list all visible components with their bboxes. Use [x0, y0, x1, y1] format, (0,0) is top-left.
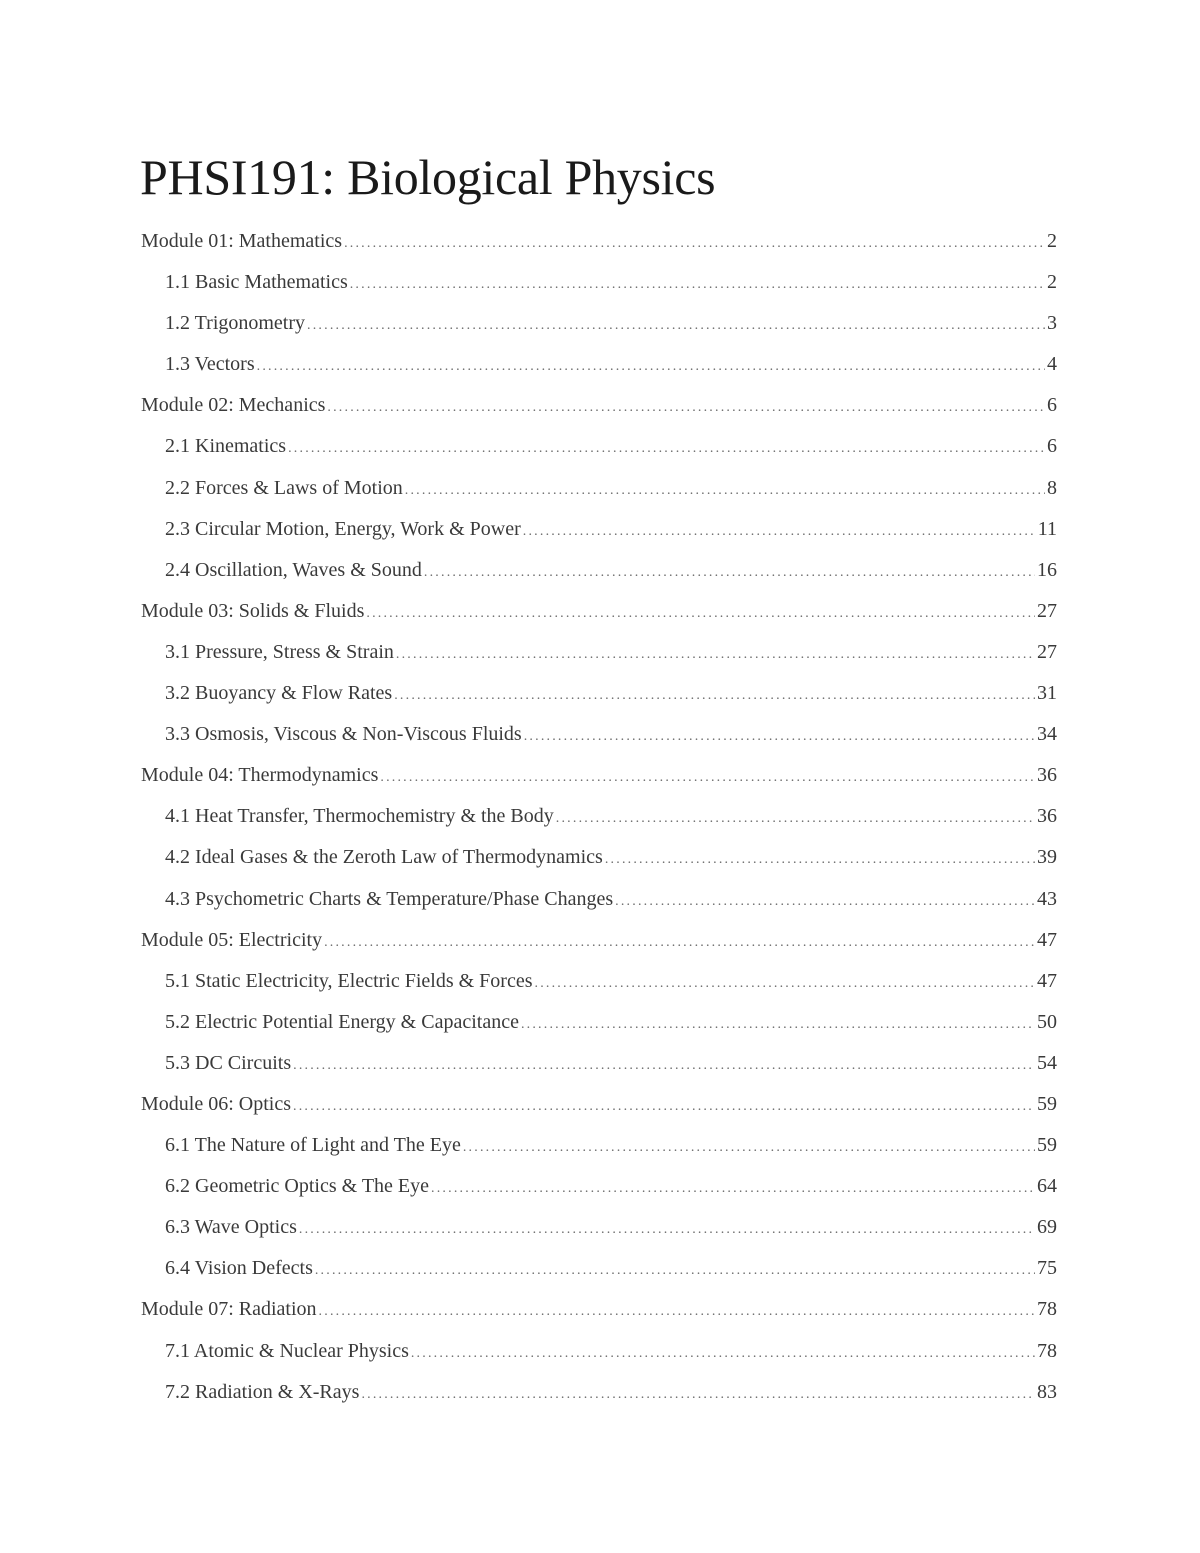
toc-entry-page: 8 — [1047, 476, 1057, 499]
dot-leader — [293, 1099, 1035, 1115]
toc-entry-page: 75 — [1037, 1257, 1057, 1280]
toc-entry-page: 64 — [1037, 1175, 1057, 1198]
dot-leader — [396, 647, 1035, 663]
toc-entry-label: 5.2 Electric Potential Energy & Capacitance — [165, 1010, 519, 1033]
toc-entry-2-2[interactable] — [141, 477, 1057, 518]
toc-entry-page: 83 — [1037, 1380, 1057, 1403]
toc-entry-4-1[interactable] — [141, 805, 1057, 846]
toc-entry-page: 36 — [1037, 764, 1057, 787]
toc-entry-2-4[interactable] — [141, 559, 1057, 600]
document-title: PHSI191: Biological Physics — [140, 149, 716, 205]
dot-leader — [463, 1140, 1035, 1156]
toc-entry-module-04[interactable] — [141, 764, 1057, 805]
toc-entry-label: 2.3 Circular Motion, Energy, Work & Power — [165, 517, 521, 540]
dot-leader — [293, 1058, 1035, 1074]
toc-entry-3-2[interactable] — [141, 682, 1057, 723]
toc-entry-3-3[interactable] — [141, 723, 1057, 764]
toc-entry-label: 2.4 Oscillation, Waves & Sound — [165, 558, 422, 581]
toc-entry-label: 3.2 Buoyancy & Flow Rates — [165, 682, 393, 705]
dot-leader — [307, 318, 1045, 334]
dot-leader — [327, 400, 1045, 416]
toc-entry-label: 3.3 Osmosis, Viscous & Non-Viscous Fluids — [165, 723, 522, 746]
toc-entry-4-2[interactable] — [141, 846, 1057, 887]
toc-entry-label: 1.1 Basic Mathematics — [165, 271, 348, 294]
dot-leader — [324, 935, 1035, 951]
toc-entry-label: 3.1 Pressure, Stress & Strain — [165, 640, 394, 663]
toc-entry-page: 43 — [1037, 887, 1057, 910]
toc-entry-label: 6.1 The Nature of Light and The Eye — [165, 1134, 461, 1157]
toc-entry-page: 47 — [1037, 969, 1057, 992]
toc-entry-label: Module 06: Optics — [141, 1092, 291, 1115]
dot-leader — [366, 606, 1035, 622]
toc-entry-page: 36 — [1037, 805, 1057, 828]
toc-entry-2-1[interactable] — [141, 435, 1057, 476]
dot-leader — [523, 524, 1036, 540]
toc-entry-module-03[interactable] — [141, 600, 1057, 641]
toc-entry-page: 6 — [1047, 394, 1057, 417]
toc-entry-label: 5.3 DC Circuits — [165, 1051, 292, 1074]
toc-entry-page: 16 — [1037, 558, 1057, 581]
toc-entry-page: 59 — [1037, 1134, 1057, 1157]
toc-entry-7-1[interactable] — [141, 1340, 1057, 1381]
toc-entry-3-1[interactable] — [141, 641, 1057, 682]
toc-entry-label: 4.3 Psychometric Charts & Temperature/Phase Changes — [165, 887, 614, 910]
dot-leader — [288, 441, 1045, 457]
toc-entry-label: 2.1 Kinematics — [165, 435, 287, 458]
dot-leader — [257, 359, 1045, 375]
toc-entry-label: 7.2 Radiation & X-Rays — [165, 1380, 360, 1403]
toc-entry-1-1[interactable] — [141, 271, 1057, 312]
dot-leader — [319, 1304, 1035, 1320]
toc-entry-1-3[interactable] — [141, 353, 1057, 394]
toc-entry-module-07[interactable] — [141, 1298, 1057, 1339]
toc-entry-6-3[interactable] — [141, 1216, 1057, 1257]
toc-entry-label: 6.2 Geometric Optics & The Eye — [165, 1175, 430, 1198]
dot-leader — [424, 565, 1035, 581]
toc-entry-page: 69 — [1037, 1216, 1057, 1239]
dot-leader — [431, 1181, 1035, 1197]
toc-entry-label: 2.2 Forces & Laws of Motion — [165, 476, 403, 499]
dot-leader — [394, 688, 1035, 704]
dot-leader — [299, 1222, 1035, 1238]
toc-entry-label: 6.4 Vision Defects — [165, 1257, 313, 1280]
toc-entry-label: Module 07: Radiation — [141, 1298, 317, 1321]
toc-entry-4-3[interactable] — [141, 888, 1057, 929]
toc-entry-label: Module 05: Electricity — [141, 928, 323, 951]
toc-entry-module-01[interactable] — [141, 230, 1057, 271]
toc-entry-module-05[interactable] — [141, 929, 1057, 970]
table-of-contents — [141, 230, 1057, 1422]
toc-entry-label: 5.1 Static Electricity, Electric Fields & Forces — [165, 969, 533, 992]
toc-entry-page: 27 — [1037, 599, 1057, 622]
toc-entry-6-2[interactable] — [141, 1175, 1057, 1216]
toc-entry-page: 59 — [1037, 1092, 1057, 1115]
dot-leader — [411, 1346, 1035, 1362]
dot-leader — [315, 1263, 1035, 1279]
toc-entry-5-2[interactable] — [141, 1011, 1057, 1052]
toc-entry-page: 34 — [1037, 723, 1057, 746]
toc-entry-label: Module 04: Thermodynamics — [141, 764, 379, 787]
toc-entry-page: 47 — [1037, 928, 1057, 951]
toc-entry-page: 78 — [1037, 1298, 1057, 1321]
toc-entry-module-06[interactable] — [141, 1093, 1057, 1134]
dot-leader — [524, 729, 1035, 745]
dot-leader — [615, 894, 1035, 910]
toc-entry-6-4[interactable] — [141, 1257, 1057, 1298]
dot-leader — [605, 852, 1035, 868]
toc-entry-label: 1.3 Vectors — [165, 353, 255, 376]
toc-entry-label: 4.2 Ideal Gases & the Zeroth Law of Thermodynamics — [165, 846, 603, 869]
toc-entry-page: 27 — [1037, 640, 1057, 663]
toc-entry-page: 31 — [1037, 682, 1057, 705]
dot-leader — [361, 1387, 1035, 1403]
dot-leader — [535, 976, 1036, 992]
toc-entry-7-2[interactable] — [141, 1381, 1057, 1422]
toc-entry-page: 4 — [1047, 353, 1057, 376]
toc-entry-label: Module 01: Mathematics — [141, 230, 343, 252]
toc-entry-page: 11 — [1037, 517, 1057, 540]
toc-entry-page: 54 — [1037, 1051, 1057, 1074]
dot-leader — [556, 811, 1035, 827]
toc-entry-page: 50 — [1037, 1010, 1057, 1033]
dot-leader — [344, 236, 1045, 252]
toc-entry-2-3[interactable] — [141, 518, 1057, 559]
toc-entry-page: 6 — [1047, 435, 1057, 458]
toc-entry-label: Module 02: Mechanics — [141, 394, 326, 417]
dot-leader — [521, 1017, 1035, 1033]
toc-entry-module-02[interactable] — [141, 394, 1057, 435]
toc-entry-label: 1.2 Trigonometry — [165, 312, 306, 335]
toc-entry-page: 39 — [1037, 846, 1057, 869]
toc-entry-page: 2 — [1047, 271, 1057, 294]
toc-entry-page: 2 — [1047, 230, 1057, 252]
toc-entry-6-1[interactable] — [141, 1134, 1057, 1175]
toc-entry-page: 3 — [1047, 312, 1057, 335]
toc-entry-page: 78 — [1037, 1339, 1057, 1362]
dot-leader — [405, 483, 1045, 499]
toc-entry-5-1[interactable] — [141, 970, 1057, 1011]
toc-entry-label: 4.1 Heat Transfer, Thermochemistry & the Body — [165, 805, 554, 828]
toc-entry-label: 7.1 Atomic & Nuclear Physics — [165, 1339, 409, 1362]
toc-entry-label: Module 03: Solids & Fluids — [141, 599, 365, 622]
toc-entry-1-2[interactable] — [141, 312, 1057, 353]
dot-leader — [350, 277, 1045, 293]
toc-entry-label: 6.3 Wave Optics — [165, 1216, 297, 1239]
dot-leader — [380, 770, 1035, 786]
toc-entry-5-3[interactable] — [141, 1052, 1057, 1093]
